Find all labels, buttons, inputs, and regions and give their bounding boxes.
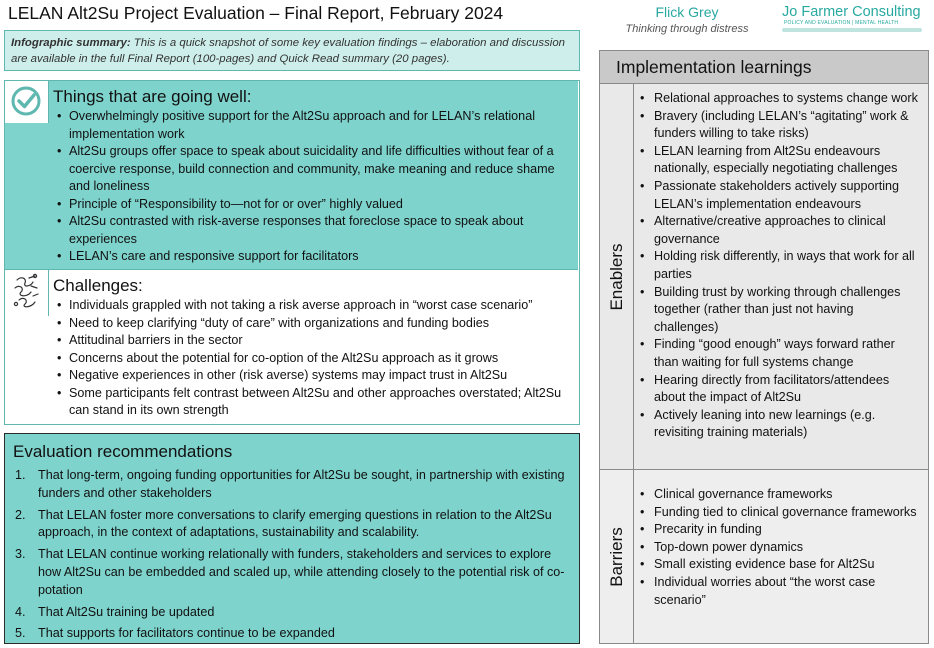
list-item: • Passionate stakeholders actively supporting LELAN’s implementation endeavours bbox=[640, 178, 920, 213]
recommendation-text: That long-term, ongoing funding opportunities for Alt2Su be sought, in partnership with existing funders and other stakeholders bbox=[38, 468, 565, 500]
jo-farmer-name: Jo Farmer Consulting bbox=[782, 4, 921, 20]
list-item: • Funding tied to clinical governance frameworks bbox=[640, 504, 920, 522]
implementation-title: Implementation learnings bbox=[616, 57, 812, 77]
evaluation-recommendations bbox=[4, 433, 580, 644]
recommendation-item bbox=[15, 546, 571, 599]
recommendations-list bbox=[15, 467, 571, 647]
list-item: • Relational approaches to systems change work bbox=[640, 90, 920, 108]
barriers-label bbox=[600, 470, 634, 643]
going-well-title: Things that are going well: bbox=[53, 87, 252, 106]
list-item: • Alt2Su contrasted with risk-averse responses that foreclose space to speak about experiences bbox=[57, 213, 570, 248]
list-item: • Precarity in funding bbox=[640, 521, 920, 539]
recommendation-number: 4. bbox=[15, 604, 26, 619]
list-item: • Principle of “Responsibility to—not for or over” highly valued bbox=[57, 196, 570, 214]
going-well-section bbox=[5, 81, 578, 270]
recommendation-item bbox=[15, 625, 571, 643]
challenges-list bbox=[57, 297, 570, 420]
barriers-list bbox=[640, 486, 920, 609]
implementation-header bbox=[600, 51, 928, 84]
recommendation-item bbox=[15, 467, 571, 503]
recommendation-item bbox=[15, 507, 571, 543]
enablers-section bbox=[600, 84, 928, 470]
list-item: • Individuals grappled with not taking a risk averse approach in “worst case scenario” bbox=[57, 297, 570, 315]
list-item: • Building trust by working through challenges together (rather than just not having challenges) bbox=[640, 284, 920, 337]
summary-text: This is a quick snapshot of some key evaluation findings – elaboration and discussion are available in the full Final Report (100-pages) and Quick Read summary (20 pages). bbox=[11, 37, 565, 65]
recommendation-text: That Alt2Su training be updated bbox=[38, 604, 215, 619]
list-item: • Alt2Su groups offer space to speak about suicidality and life difficulties without fear of a coercive response, build connection and community, make meaning and reduce shame and loneliness bbox=[57, 143, 570, 196]
list-item: • Some participants felt contrast between Alt2Su and other approaches overstated; Alt2Su can stand in its own strength bbox=[57, 385, 570, 420]
recommendation-number: 2. bbox=[15, 507, 26, 522]
list-item: • Clinical governance frameworks bbox=[640, 486, 920, 504]
enablers-list bbox=[640, 90, 920, 442]
checkmark-circle-icon bbox=[5, 81, 49, 123]
list-item: • LELAN’s care and responsive support for facilitators bbox=[57, 248, 570, 266]
flick-grey-name: Flick Grey bbox=[655, 4, 719, 20]
recommendation-text: That LELAN continue working relationally with funders, stakeholders and services to explore how Alt2Su can be embedded and scaled up, while attending closely to the potential risk of co-potation bbox=[38, 547, 565, 597]
list-item: • Concerns about the potential for co-option of the Alt2Su approach as it grows bbox=[57, 350, 570, 368]
recommendation-number: 3. bbox=[15, 547, 26, 562]
recommendation-number: 1. bbox=[15, 468, 26, 482]
flick-grey-logo bbox=[612, 4, 762, 35]
list-item: • LELAN learning from Alt2Su endeavours nationally, especially negotiating challenges bbox=[640, 143, 920, 178]
list-item: • Actively leaning into new learnings (e.g. revisiting training materials) bbox=[640, 407, 920, 442]
page-title: LELAN Alt2Su Project Evaluation – Final Report, February 2024 bbox=[8, 3, 504, 23]
enablers-label-text: Enablers bbox=[606, 242, 626, 311]
list-item: • Negative experiences in other (risk averse) systems may impact trust in Alt2Su bbox=[57, 367, 570, 385]
recommendation-number: 5. bbox=[15, 626, 26, 641]
going-well-list bbox=[57, 108, 570, 266]
list-item: • Alternative/creative approaches to clinical governance bbox=[640, 213, 920, 248]
list-item: • Individual worries about “the worst case scenario” bbox=[640, 574, 920, 609]
list-item: • Top-down power dynamics bbox=[640, 539, 920, 557]
jo-farmer-tagline: POLICY AND EVALUATION | MENTAL HEALTH bbox=[784, 20, 899, 26]
list-item: • Finding “good enough” ways forward rather than waiting for full systems change bbox=[640, 336, 920, 371]
list-item: • Small existing evidence base for Alt2Su bbox=[640, 556, 920, 574]
recommendation-text: That supports for facilitators continue to be expanded bbox=[38, 626, 335, 641]
list-item: • Attitudinal barriers in the sector bbox=[57, 332, 570, 350]
logo-swoosh bbox=[782, 28, 922, 32]
recommendation-item bbox=[15, 604, 571, 622]
summary-label: Infographic summary: bbox=[11, 37, 131, 49]
list-item: • Need to keep clarifying “duty of care” with organizations and funding bodies bbox=[57, 315, 570, 333]
list-item: • Holding risk differently, in ways that work for all parties bbox=[640, 248, 920, 283]
implementation-learnings-panel bbox=[599, 50, 929, 644]
list-item: • Overwhelmingly positive support for the Alt2Su approach and for LELAN’s relational implementation work bbox=[57, 108, 570, 143]
tangled-hands-icon bbox=[5, 270, 49, 316]
challenges-section bbox=[5, 270, 578, 423]
barriers-label-text: Barriers bbox=[606, 526, 626, 587]
challenges-title: Challenges: bbox=[53, 276, 143, 295]
infographic-summary bbox=[4, 30, 580, 71]
recommendations-title: Evaluation recommendations bbox=[13, 442, 233, 461]
list-item: • Bravery (including LELAN’s “agitating” work & funders willing to take risks) bbox=[640, 108, 920, 143]
findings-panel bbox=[4, 80, 580, 425]
barriers-section bbox=[600, 470, 928, 643]
list-item: • Hearing directly from facilitators/attendees about the impact of Alt2Su bbox=[640, 372, 920, 407]
flick-grey-tagline: Thinking through distress bbox=[625, 23, 749, 35]
enablers-label bbox=[600, 84, 634, 469]
recommendation-text: That LELAN foster more conversations to clarify emerging questions in relation to the Alt2Su approach, in the context of adaptations, sustainability and scalability. bbox=[38, 507, 552, 540]
jo-farmer-logo bbox=[782, 4, 932, 32]
